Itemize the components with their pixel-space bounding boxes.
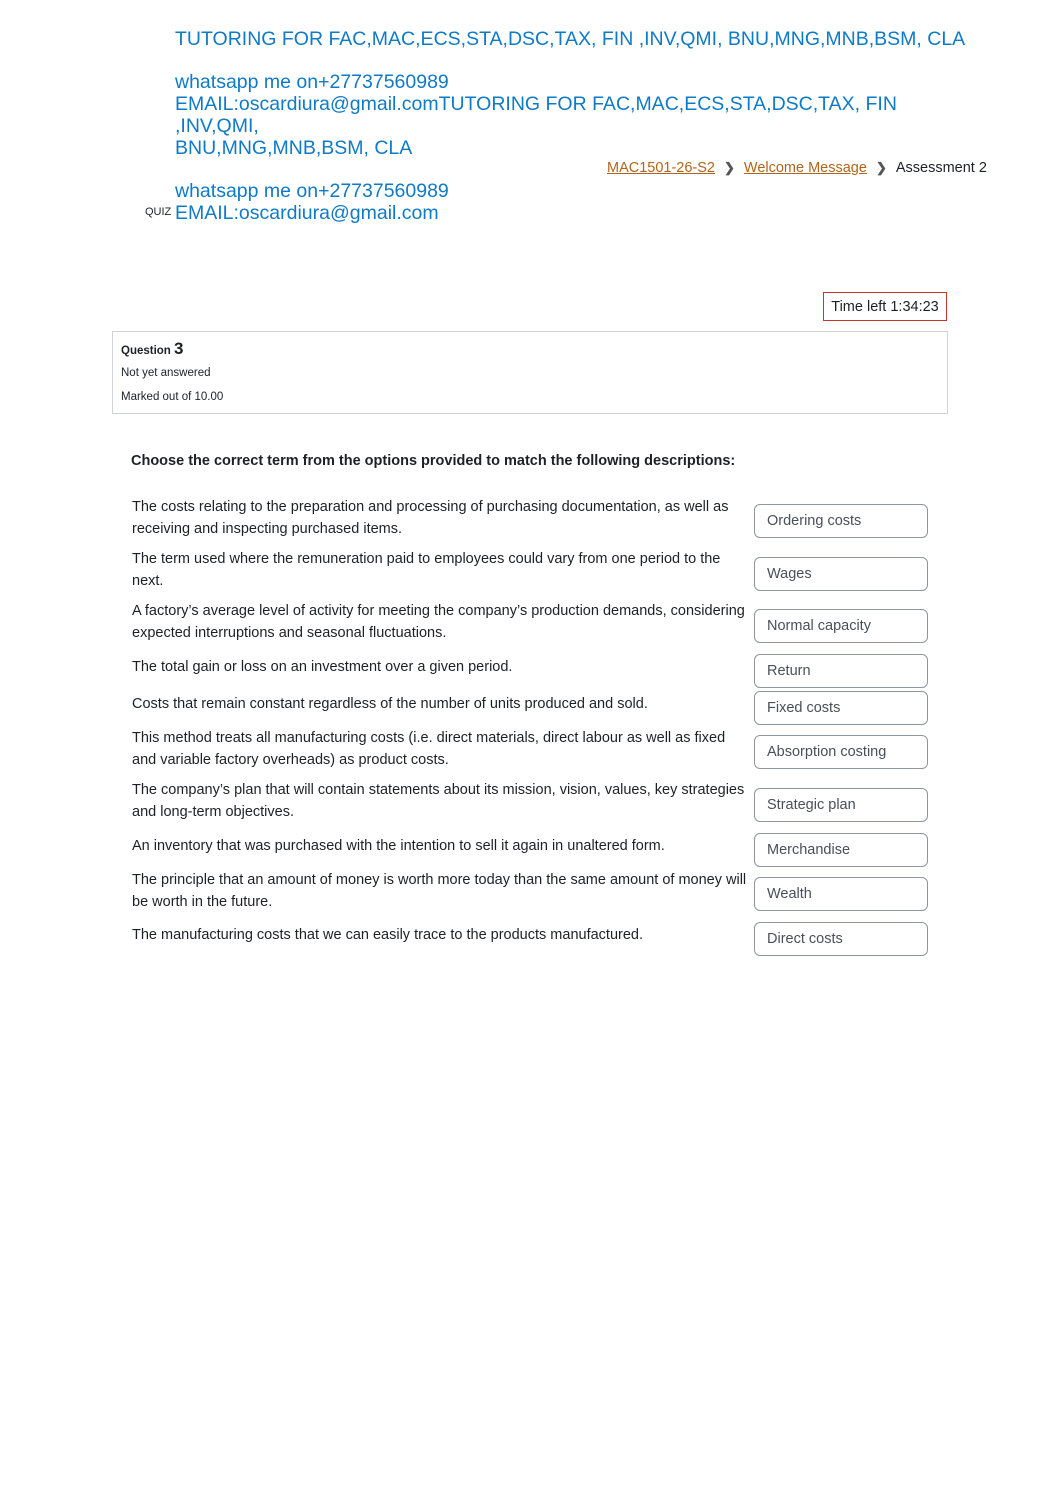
match-answer-select[interactable]: Wealth [754,877,928,911]
breadcrumb-section-link[interactable]: Welcome Message [743,160,867,176]
watermark-line: EMAIL:oscardiura@gmail.comTUTORING FOR FAC,MAC,ECS,STA,DSC,TAX, FIN ,INV,QMI, [175,93,897,137]
watermark-line: TUTORING FOR FAC,MAC,ECS,STA,DSC,TAX, FIN ,INV,QMI, BNU,MNG,MNB,BSM, CLA [175,28,966,50]
watermark-line: BNU,MNG,MNB,BSM, CLA [175,137,413,159]
match-description: The costs relating to the preparation and processing of purchasing documentation, as well as receiving and inspecting purchased items. [132,499,729,537]
question-prompt: Choose the correct term from the options provided to match the following descriptions: [131,453,736,469]
match-description: The term used where the remuneration paid to employees could vary from one period to the next. [132,551,721,589]
match-answer-select[interactable]: Return [754,654,928,688]
watermark-text [175,28,975,224]
match-description: The company’s plan that will contain statements about its mission, vision, values, key strategies and long-term objectives. [132,782,745,820]
quiz-tag: QUIZ [145,206,172,218]
match-description: Costs that remain constant regardless of the number of units produced and sold. [132,696,648,712]
question-marks: Marked out of 10.00 [121,391,224,403]
question-state: Not yet answered [121,367,211,379]
watermark-line: whatsapp me on+27737560989 [175,71,449,93]
question-label: Question [121,345,171,357]
chevron-right-icon: ❯ [724,160,735,175]
match-answer-select[interactable]: Fixed costs [754,691,928,725]
match-answer-select[interactable]: Normal capacity [754,609,928,643]
match-answer-select[interactable]: Wages [754,557,928,591]
breadcrumb-current: Assessment 2 [895,160,987,176]
match-description: This method treats all manufacturing costs (i.e. direct materials, direct labour as well as fixed and variable factory overheads) as product costs. [132,730,726,768]
question-number [121,339,939,359]
breadcrumb [607,160,987,176]
chevron-right-icon: ❯ [875,160,887,175]
match-description: The total gain or loss on an investment over a given period. [132,659,513,675]
breadcrumb-course-link[interactable]: MAC1501-26-S2 [607,160,715,176]
match-description: The principle that an amount of money is worth more today than the same amount of money will be worth in the future. [132,872,747,910]
match-description: The manufacturing costs that we can easily trace to the products manufactured. [132,927,643,943]
match-description: An inventory that was purchased with the intention to sell it again in unaltered form. [132,838,665,854]
question-info-box [112,331,948,414]
time-left: Time left 1:34:23 [823,292,947,321]
match-answer-select[interactable]: Ordering costs [754,504,928,538]
watermark-line: EMAIL:oscardiura@gmail.com [175,202,439,224]
match-answer-select[interactable]: Strategic plan [754,788,928,822]
watermark-line: whatsapp me on+27737560989 [175,180,449,202]
match-answer-select[interactable]: Merchandise [754,833,928,867]
question-number-value: 3 [174,339,184,358]
match-answer-select[interactable]: Direct costs [754,922,928,956]
match-answer-select[interactable]: Absorption costing [754,735,928,769]
match-description: A factory’s average level of activity for meeting the company’s production demands, considering expected interruptions and seasonal fluctuations. [132,603,745,641]
